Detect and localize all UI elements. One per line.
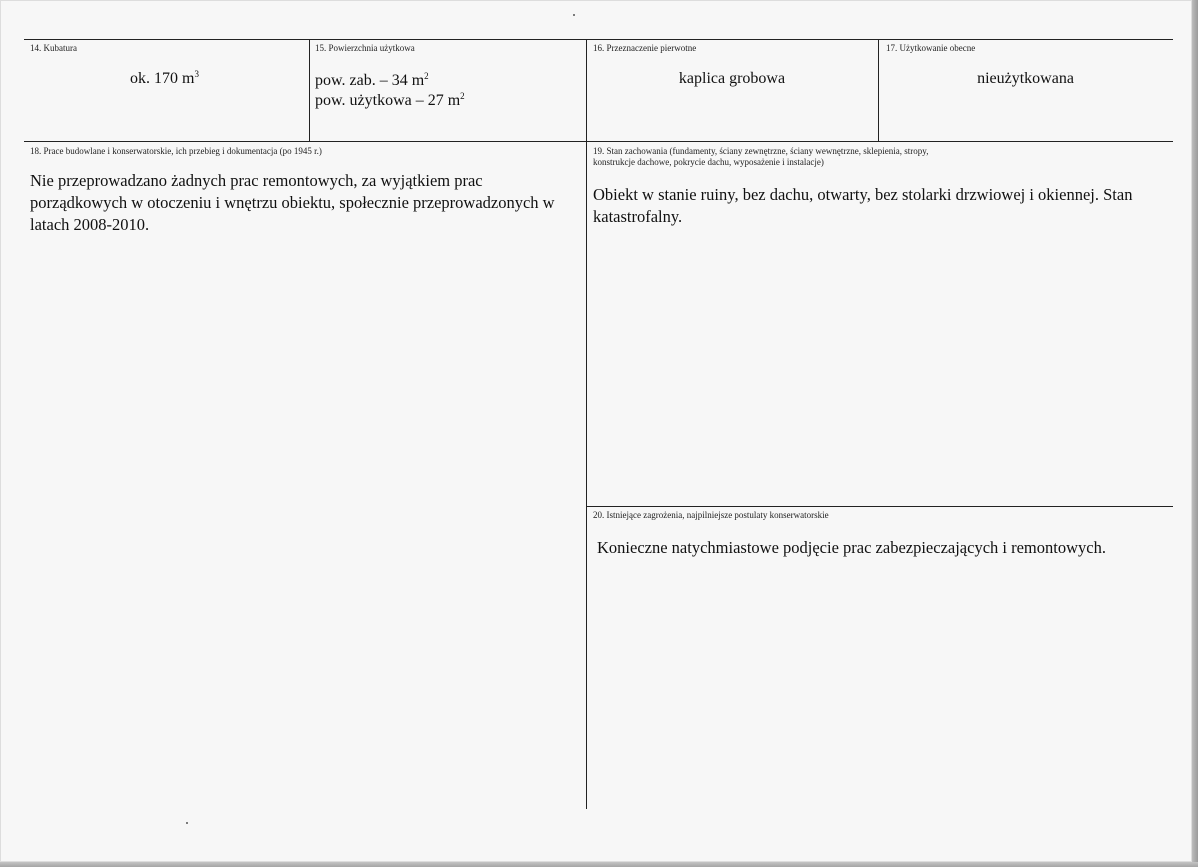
value-kubatura: ok. 170 $m^3$ <box>130 69 199 87</box>
value-pow-zab: pow. zab. – 34 $m^2$ <box>315 71 429 89</box>
label-przeznaczenie: 16. Przeznaczenie pierwotne <box>593 43 697 53</box>
label-prace-budowlane: 18. Prace budowlane i konserwatorskie, ich przebieg i dokumentacja (po 1945 r.) <box>30 146 322 156</box>
rule-col-1 <box>309 39 310 141</box>
scan-speck <box>573 14 575 16</box>
rule-row2 <box>24 141 1173 142</box>
text-zagrozenia: Konieczne natychmiastowe podjęcie prac zabezpieczających i remontowych. <box>597 538 1106 557</box>
value-uzytkowanie: nieużytkowana <box>977 70 1074 87</box>
scan-edge-right <box>1192 0 1198 867</box>
label-stan-zachowania-1: 19. Stan zachowania (fundamenty, ściany zewnętrzne, ściany wewnętrzne, sklepienia, stropy, <box>593 146 929 156</box>
rule-f20 <box>586 506 1173 507</box>
label-powierzchnia: 15. Powierzchnia użytkowa <box>315 43 415 53</box>
label-zagrozenia: 20. Istniejące zagrożenia, najpilniejsze postulaty konserwatorskie <box>593 510 829 520</box>
label-uzytkowanie: 17. Użytkowanie obecne <box>886 43 976 53</box>
label-stan-zachowania-2: konstrukcje dachowe, pokrycie dachu, wyposażenie i instalacje) <box>593 157 824 167</box>
text-stan-zachowania: Obiekt w stanie ruiny, bez dachu, otwarty, bez stolarki drzwiowej i okiennej. Stan katastrofalny. <box>593 185 1133 226</box>
rule-col-2 <box>586 39 587 809</box>
rule-col-3 <box>878 39 879 141</box>
label-kubatura: 14. Kubatura <box>30 43 77 53</box>
value-pow-uzytkowa: pow. użytkowa – 27 $m^2$ <box>315 91 465 109</box>
text-prace-budowlane: Nie przeprowadzano żadnych prac remontowych, za wyjątkiem prac porządkowych w otoczeniu i wnętrzu obiektu, społecznie przeprowadzonych w latach 2008-2010. <box>30 171 555 234</box>
value-przeznaczenie: kaplica grobowa <box>678 70 786 87</box>
scan-edge-bottom <box>0 862 1198 867</box>
rule-top <box>24 39 1173 40</box>
scan-speck <box>186 822 188 824</box>
